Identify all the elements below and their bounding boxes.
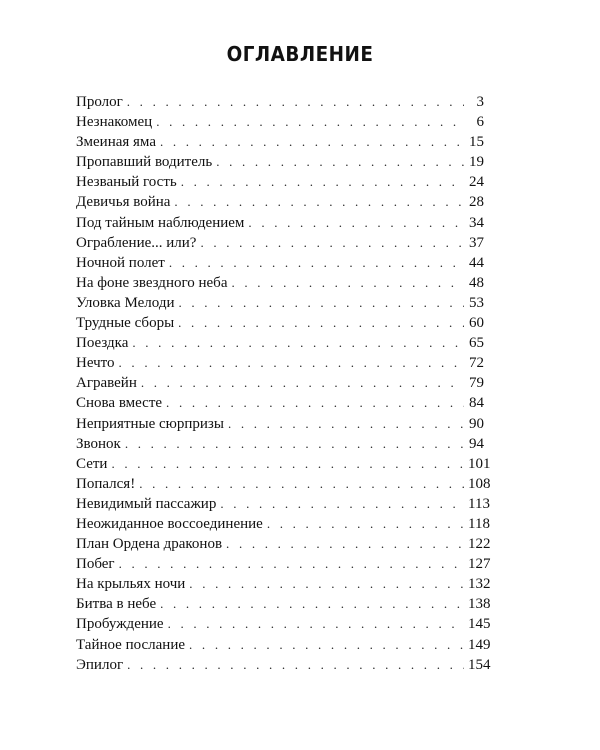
dot-leader: [178, 313, 464, 333]
toc-entry: [76, 112, 484, 132]
toc-entry-page-number: 15: [469, 134, 484, 151]
toc-entry-title: Уловка Мелоди: [76, 294, 175, 311]
toc-entry-title: Звонок: [76, 435, 121, 452]
toc-entry: [76, 554, 491, 574]
toc-entry-title: Под тайным наблюдением: [76, 214, 245, 231]
toc-entry-page-number: 132: [468, 576, 491, 593]
toc-entry: [76, 353, 484, 373]
toc-entry: [76, 313, 484, 333]
toc-entry: [76, 253, 484, 273]
toc-entry-page-number: 113: [468, 495, 490, 512]
dot-leader: [127, 92, 464, 112]
toc-entry: [76, 414, 484, 434]
toc-entry-title: Тайное послание: [76, 636, 186, 653]
toc-entry-page-number: 6: [476, 114, 484, 131]
toc-entry: [76, 574, 491, 594]
toc-entry: [76, 594, 491, 614]
toc-entry-page-number: 154: [468, 656, 491, 673]
toc-entry-page-number: 65: [469, 335, 484, 352]
toc-entry-title: Змеиная яма: [76, 134, 156, 151]
dot-leader: [119, 353, 464, 373]
dot-leader: [160, 132, 464, 152]
toc-entry-title: Попался!: [76, 475, 136, 492]
toc-entry-page-number: 149: [468, 636, 491, 653]
dot-leader: [181, 172, 464, 192]
toc-entry: [76, 534, 491, 554]
dot-leader: [189, 635, 464, 655]
dot-leader: [166, 393, 464, 413]
toc-entry: [76, 393, 484, 413]
dot-leader: [228, 414, 464, 434]
dot-leader: [132, 333, 464, 353]
toc-entry-page-number: 90: [469, 415, 484, 432]
dot-leader: [141, 373, 464, 393]
toc-entry: [76, 192, 484, 212]
toc-entry: [76, 494, 490, 514]
toc-entry-page-number: 48: [469, 274, 484, 291]
dot-leader: [125, 434, 464, 454]
toc-entry-title: Трудные сборы: [76, 315, 175, 332]
toc-entry-title: Пробуждение: [76, 616, 164, 633]
toc-entry-page-number: 79: [469, 375, 484, 392]
toc-entry-title: Ограбление... или?: [76, 234, 197, 251]
dot-leader: [127, 655, 464, 675]
dot-leader: [200, 233, 464, 253]
toc-entry-page-number: 19: [469, 154, 484, 171]
toc-entry-title: Невидимый пассажир: [76, 495, 217, 512]
dot-leader: [160, 594, 464, 614]
toc-entry-title: Девичья война: [76, 194, 171, 211]
toc-entry: [76, 92, 484, 112]
dot-leader: [111, 454, 464, 474]
dot-leader: [174, 192, 464, 212]
toc-entry-title: Пропавший водитель: [76, 154, 213, 171]
toc-entry-title: Агравейн: [76, 375, 137, 392]
toc-entry-page-number: 3: [476, 94, 484, 110]
table-of-contents: [76, 92, 491, 675]
toc-entry-page-number: 145: [468, 616, 491, 633]
toc-entry-page-number: 138: [468, 596, 491, 613]
toc-entry-title: Эпилог: [76, 656, 124, 673]
toc-entry-page-number: 101: [468, 455, 491, 472]
toc-entry-title: Пролог: [76, 94, 123, 110]
toc-entry-page-number: 44: [469, 254, 484, 271]
toc-entry-title: Неприятные сюрпризы: [76, 415, 224, 432]
toc-entry: [76, 172, 484, 192]
page-title: ОГЛАВЛЕНИЕ: [226, 42, 374, 66]
dot-leader: [119, 554, 464, 574]
toc-entry-page-number: 118: [468, 515, 490, 532]
dot-leader: [231, 273, 464, 293]
dot-leader: [248, 213, 464, 233]
toc-entry: [76, 514, 490, 534]
dot-leader: [226, 534, 464, 554]
toc-entry-page-number: 37: [469, 234, 484, 251]
dot-leader: [220, 494, 464, 514]
dot-leader: [168, 614, 464, 634]
toc-entry-title: На крыльях ночи: [76, 576, 186, 593]
toc-entry-title: Битва в небе: [76, 596, 157, 613]
toc-entry: [76, 152, 484, 172]
toc-entry-page-number: 94: [469, 435, 484, 452]
toc-entry-title: На фоне звездного неба: [76, 274, 228, 291]
toc-entry-title: Неожиданное воссоединение: [76, 515, 263, 532]
toc-entry-page-number: 84: [469, 395, 484, 412]
toc-entry: [76, 434, 484, 454]
toc-entry: [76, 373, 484, 393]
toc-entry: [76, 635, 491, 655]
toc-entry: [76, 614, 491, 634]
dot-leader: [169, 253, 464, 273]
toc-entry: [76, 273, 484, 293]
dot-leader: [267, 514, 464, 534]
toc-entry-page-number: 60: [469, 315, 484, 332]
dot-leader: [178, 293, 464, 313]
toc-entry: [76, 132, 484, 152]
toc-entry-page-number: 34: [469, 214, 484, 231]
toc-entry-title: Поездка: [76, 335, 129, 352]
dot-leader: [156, 112, 464, 132]
toc-entry: [76, 293, 484, 313]
toc-entry-title: Незнакомец: [76, 114, 153, 131]
toc-entry: [76, 233, 484, 253]
toc-entry-title: Нечто: [76, 355, 115, 372]
toc-entry: [76, 213, 484, 233]
dot-leader: [139, 474, 464, 494]
toc-entry-title: Сети: [76, 455, 108, 472]
toc-entry-title: Побег: [76, 556, 115, 573]
dot-leader: [216, 152, 464, 172]
toc-entry-page-number: 28: [469, 194, 484, 211]
toc-entry: [76, 655, 491, 675]
toc-entry-page-number: 108: [468, 475, 491, 492]
toc-entry: [76, 474, 491, 494]
toc-entry-page-number: 53: [469, 294, 484, 311]
toc-entry-page-number: 24: [469, 174, 484, 191]
toc-entry-page-number: 127: [468, 556, 491, 573]
toc-entry: [76, 454, 491, 474]
toc-entry: [76, 333, 484, 353]
toc-entry-title: Незваный гость: [76, 174, 177, 191]
toc-entry-title: План Ордена драконов: [76, 536, 223, 553]
toc-entry-page-number: 122: [468, 536, 491, 553]
dot-leader: [189, 574, 464, 594]
toc-entry-title: Ночной полет: [76, 254, 165, 271]
toc-entry-title: Снова вместе: [76, 395, 163, 412]
toc-entry-page-number: 72: [469, 355, 484, 372]
